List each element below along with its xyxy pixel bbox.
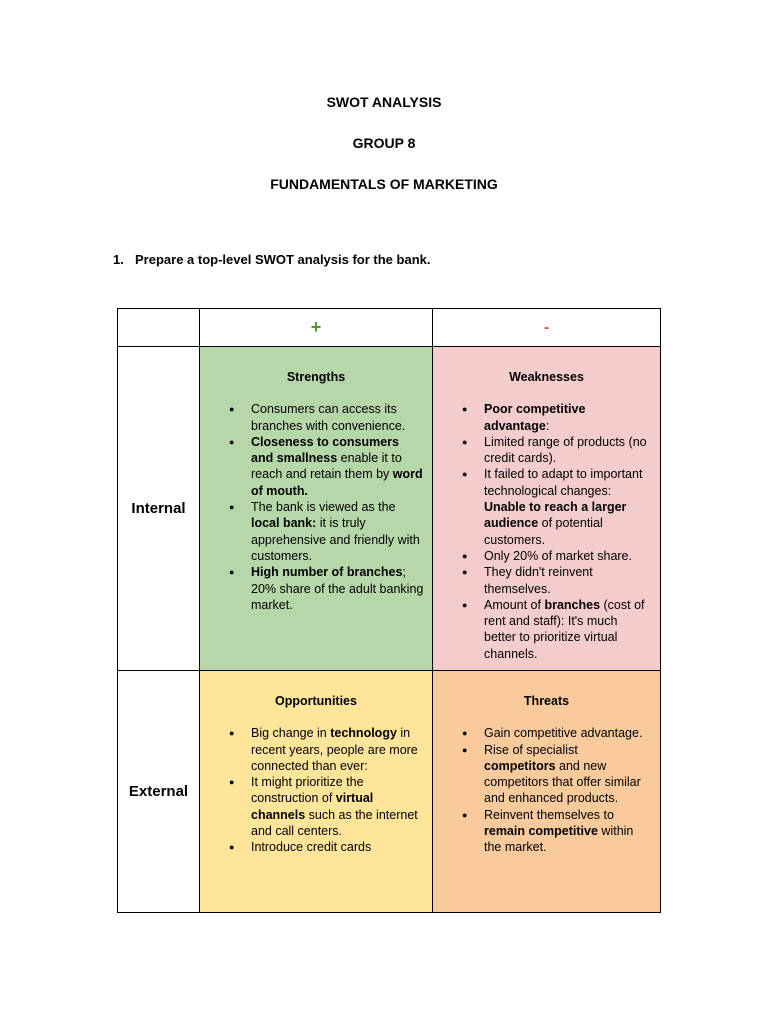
text: ; 20% share of the adult banking market. [251,565,424,612]
list-item [441,564,652,597]
bold-text: branches [544,597,601,612]
list-item [208,499,424,564]
opportunities-title: Opportunities [275,694,357,708]
weaknesses-cell [433,347,661,671]
positive-header [200,309,433,347]
list-item [441,742,652,807]
bold-text: word of mouth. [251,467,423,498]
minus-sign: - [543,318,550,336]
list-item [441,807,652,856]
list-item [208,839,424,855]
text: It failed to adapt to important technological changes: [484,467,643,498]
bold-text: High number of branches [251,565,403,580]
weaknesses-list [441,401,652,662]
question-1 [113,252,430,267]
text: within the market. [484,824,634,855]
text: such as the internet and call centers. [251,807,418,839]
threats-title: Threats [523,694,570,708]
corner-cell [118,309,200,347]
text: Introduce credit cards [251,840,372,855]
strengths-list [208,401,424,613]
bold-text: virtual channels [251,791,374,822]
text: Consumers can access its branches with convenience. [251,402,406,433]
opportunities-cell [200,671,433,913]
list-item [441,434,652,467]
list-item [208,401,424,434]
text: of potential customers. [484,516,603,547]
text: (cost of rent and staff): It's much better to prioritize virtual channels. [484,597,645,661]
external-label: External [118,671,200,913]
bold-text: technology [330,726,397,741]
opportunities-list [208,725,424,855]
internal-row [118,347,661,671]
strengths-cell [200,347,433,671]
bold-text: remain competitive [484,824,598,839]
plus-sign: + [310,317,322,337]
swot-table [117,308,661,913]
text: It might prioritize the construction of [251,775,364,806]
text: The bank is viewed as the [251,500,396,515]
list-item [441,401,652,434]
list-item [208,774,424,839]
document-title: SWOT ANALYSIS [326,94,442,110]
bold-text: Closeness to consumers and smallness [251,434,399,466]
list-item [441,725,652,741]
list-item [208,564,424,613]
text: it is truly apprehensive and friendly with customers. [251,516,420,563]
list-item [441,597,652,662]
list-item [208,725,424,774]
bold-text: Poor competitive advantage [484,402,586,433]
strengths-title: Strengths [286,370,346,384]
text: Reinvent themselves to [484,807,614,822]
text: Gain competitive advantage. [484,726,643,741]
question-text: Prepare a top-level SWOT analysis for the bank. [135,252,431,267]
threats-cell [433,671,661,913]
bold-text: Unable to reach a larger audience [484,500,627,531]
text: Limited range of products (no credit cards). [484,434,647,466]
list-item [441,548,652,564]
list-item [208,434,424,499]
text: and new competitors that offer similar and enhanced products. [484,758,641,806]
text: : [545,418,550,433]
bold-text: local bank: [251,516,317,531]
question-number: 1. [113,252,124,267]
course-title: FUNDAMENTALS OF MARKETING [270,176,498,192]
text: Rise of specialist [484,742,578,757]
text: enable it to reach and retain them by [251,451,402,482]
text: Amount of [484,597,545,612]
internal-label: Internal [118,347,200,671]
text: Only 20% of market share. [484,548,632,563]
text: in recent years, people are more connected than ever: [251,726,418,773]
list-item [441,466,652,547]
header-row [118,309,661,347]
text: Big change in [251,726,331,741]
threats-list [441,725,652,855]
external-row [118,671,661,913]
weaknesses-title: Weaknesses [509,370,584,384]
bold-text: competitors [484,758,556,773]
negative-header [433,309,661,347]
group-title: GROUP 8 [352,135,416,151]
text: They didn't reinvent themselves. [484,565,593,596]
